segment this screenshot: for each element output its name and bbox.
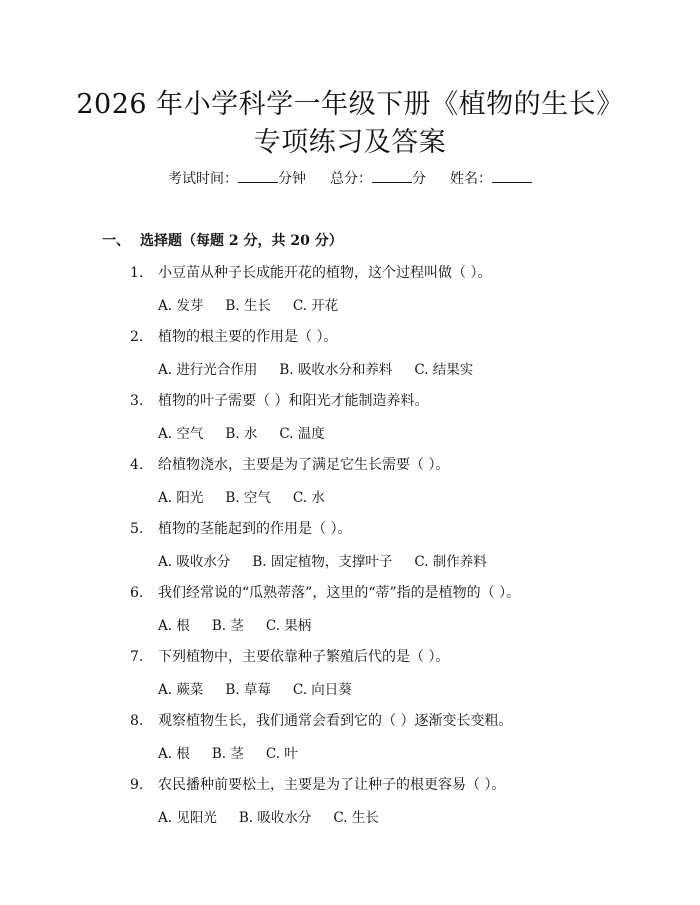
question-text: 植物的根主要的作用是（ ）。 bbox=[158, 329, 338, 345]
question-7-options bbox=[158, 678, 374, 698]
name-blank bbox=[492, 170, 532, 183]
exam-time-label: 考试时间： bbox=[168, 171, 238, 187]
question-number: 8. bbox=[130, 713, 144, 729]
answer-option[interactable]: C. 温度 bbox=[279, 426, 325, 442]
question-9 bbox=[130, 774, 505, 794]
question-2 bbox=[130, 326, 337, 346]
answer-option[interactable]: C. 向日葵 bbox=[292, 682, 352, 698]
page-subtitle: 专项练习及答案 bbox=[253, 127, 447, 158]
question-1-options bbox=[158, 294, 360, 314]
answer-option[interactable]: B. 吸收水分 bbox=[238, 810, 312, 826]
exam-time-blank bbox=[238, 170, 278, 183]
exam-meta bbox=[0, 168, 700, 188]
answer-option[interactable]: A. 空气 bbox=[158, 426, 204, 442]
answer-option[interactable]: B. 固定植物，支撑叶子 bbox=[252, 554, 393, 570]
total-score-unit: 分 bbox=[412, 171, 426, 187]
answer-option[interactable]: C. 生长 bbox=[333, 810, 379, 826]
answer-option[interactable]: A. 根 bbox=[158, 746, 190, 762]
question-text: 我们经常说的“瓜熟蒂落”，这里的“蒂”指的是植物的（ ）。 bbox=[158, 585, 521, 601]
question-number: 6. bbox=[130, 585, 144, 601]
question-text: 给植物浇水，主要是为了满足它生长需要（ ）。 bbox=[158, 457, 450, 473]
answer-option[interactable]: B. 草莓 bbox=[225, 682, 271, 698]
exam-time-field bbox=[168, 171, 306, 187]
section-title: 选择题（每题 2 分，共 20 分） bbox=[140, 233, 343, 249]
question-text: 下列植物中，主要依靠种子繁殖后代的是（ ）。 bbox=[158, 649, 450, 665]
question-number: 4. bbox=[130, 457, 144, 473]
answer-option[interactable]: A. 蕨菜 bbox=[158, 682, 204, 698]
answer-option[interactable]: A. 见阳光 bbox=[158, 810, 217, 826]
answer-option[interactable]: A. 进行光合作用 bbox=[158, 362, 258, 378]
exam-time-unit: 分钟 bbox=[278, 171, 306, 187]
question-number: 2. bbox=[130, 329, 144, 345]
question-text: 植物的茎能起到的作用是（ ）。 bbox=[158, 521, 352, 537]
question-5 bbox=[130, 518, 351, 538]
question-5-options bbox=[158, 550, 509, 570]
answer-option[interactable]: A. 根 bbox=[158, 618, 190, 634]
total-score-label: 总分： bbox=[330, 171, 372, 187]
question-3-options bbox=[158, 422, 347, 442]
question-text: 小豆苗从种子长成能开花的植物，这个过程叫做（ ）。 bbox=[158, 265, 492, 281]
question-7 bbox=[130, 646, 449, 666]
answer-option[interactable]: B. 茎 bbox=[211, 618, 244, 634]
question-text: 植物的叶子需要（ ）和阳光才能制造养料。 bbox=[158, 393, 429, 409]
answer-option[interactable]: C. 开花 bbox=[292, 298, 339, 314]
question-9-options bbox=[158, 806, 401, 826]
page-title: 2026 年小学科学一年级下册《植物的生长》 bbox=[76, 89, 624, 120]
answer-option[interactable]: B. 水 bbox=[225, 426, 258, 442]
total-score-blank bbox=[372, 170, 412, 183]
question-6 bbox=[130, 582, 520, 602]
question-2-options bbox=[158, 358, 495, 378]
question-number: 5. bbox=[130, 521, 144, 537]
question-1 bbox=[130, 262, 491, 282]
answer-option[interactable]: B. 吸收水分和养料 bbox=[279, 362, 393, 378]
answer-option[interactable]: C. 结果实 bbox=[414, 362, 474, 378]
answer-option[interactable]: C. 果柄 bbox=[265, 618, 312, 634]
answer-option[interactable]: B. 空气 bbox=[225, 490, 271, 506]
answer-option[interactable]: C. 叶 bbox=[265, 746, 298, 762]
answer-option[interactable]: C. 制作养料 bbox=[414, 554, 487, 570]
name-field bbox=[450, 171, 532, 187]
answer-option[interactable]: B. 茎 bbox=[211, 746, 244, 762]
section-number: 一、 bbox=[102, 233, 130, 249]
section-heading bbox=[102, 230, 343, 250]
question-4-options bbox=[158, 486, 347, 506]
question-8-options bbox=[158, 742, 320, 762]
question-text: 农民播种前要松土，主要是为了让种子的根更容易（ ）。 bbox=[158, 777, 506, 793]
question-3 bbox=[130, 390, 428, 410]
answer-option[interactable]: A. 阳光 bbox=[158, 490, 204, 506]
question-text: 观察植物生长，我们通常会看到它的（ ）逐渐变长变粗。 bbox=[158, 713, 513, 729]
question-number: 1. bbox=[130, 265, 144, 281]
answer-option[interactable]: A. 吸收水分 bbox=[158, 554, 231, 570]
total-score-field bbox=[330, 171, 426, 187]
question-number: 7. bbox=[130, 649, 144, 665]
answer-option[interactable]: C. 水 bbox=[292, 490, 325, 506]
answer-option[interactable]: A. 发芽 bbox=[158, 298, 204, 314]
question-6-options bbox=[158, 614, 333, 634]
question-4 bbox=[130, 454, 449, 474]
question-8 bbox=[130, 710, 512, 730]
question-number: 3. bbox=[130, 393, 144, 409]
question-number: 9. bbox=[130, 777, 144, 793]
name-label: 姓名： bbox=[450, 171, 492, 187]
answer-option[interactable]: B. 生长 bbox=[225, 298, 271, 314]
